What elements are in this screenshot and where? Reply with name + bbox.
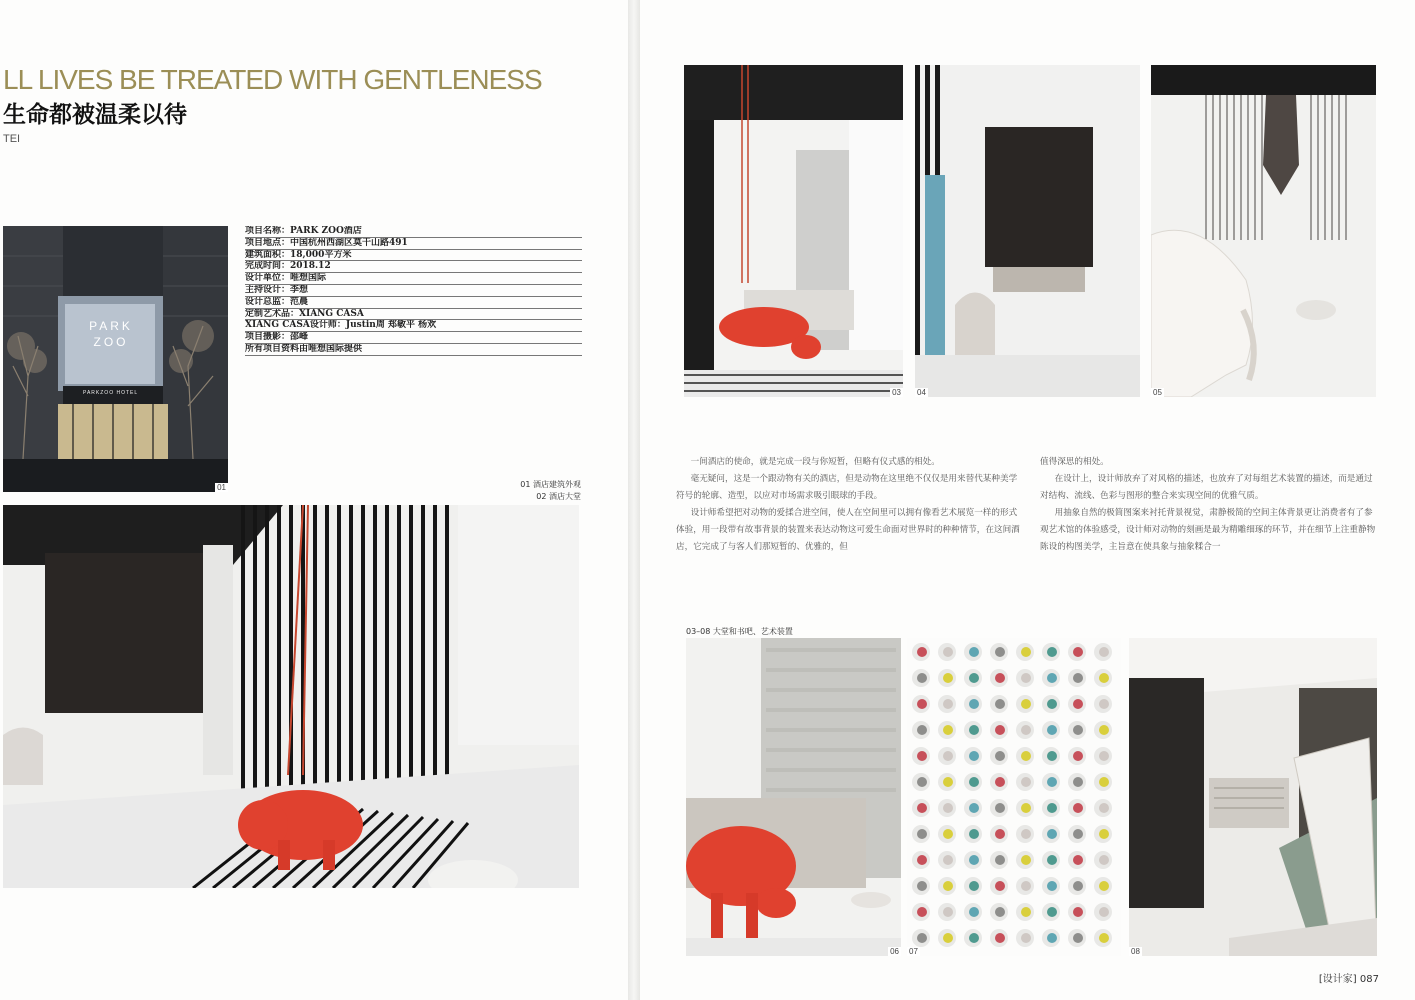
info-line: 项目名称：PARK ZOO酒店 bbox=[245, 226, 582, 238]
title-chinese: 生命都被温柔以待 bbox=[3, 102, 187, 128]
dot-center bbox=[1073, 907, 1083, 917]
dot-center bbox=[1021, 933, 1031, 943]
dot-center bbox=[917, 647, 927, 657]
page-number: 087 bbox=[1359, 974, 1379, 985]
page-footer bbox=[1319, 970, 1379, 985]
dot-center bbox=[995, 803, 1005, 813]
lobby-illustration bbox=[3, 505, 579, 888]
dot-center bbox=[969, 777, 979, 787]
hotel-signage: PARKZOO HOTEL bbox=[83, 390, 139, 396]
dot-center bbox=[943, 855, 953, 865]
paragraph: 设计师希望把对动物的爱揉合进空间，使人在空间里可以拥有像看艺术展览一样的形式体验，用一段带有故事背景的装置来表达动物这可爱生命面对世界时的种种情节，在这间酒店，它完成了与客人们那短暂的、优雅的，但 bbox=[676, 508, 1020, 552]
dot-center bbox=[1073, 751, 1083, 761]
dot-center bbox=[995, 751, 1005, 761]
dot-center bbox=[1099, 777, 1109, 787]
dot-center bbox=[995, 725, 1005, 735]
dot-center bbox=[943, 699, 953, 709]
dot-center bbox=[1073, 647, 1083, 657]
dot-center bbox=[1021, 907, 1031, 917]
dot-center bbox=[1099, 933, 1109, 943]
dot-center bbox=[1021, 881, 1031, 891]
photo-number-08: 08 bbox=[1131, 947, 1140, 956]
paragraph: 用抽象自然的极简图案来衬托背景视觉，肃静极简的空间主体背景更让消费者有了参观艺术馆的体验感受，设计师对动物的刻画是最为精雕细琢的环节，并在细节上注重静物陈设的构图美学，主旨意在使具象与抽象糅合一 bbox=[1040, 508, 1376, 552]
dot-center bbox=[1099, 699, 1109, 709]
dot-center bbox=[917, 777, 927, 787]
dot-center bbox=[1047, 829, 1057, 839]
magazine-name: [设计家] bbox=[1318, 974, 1357, 985]
dot-center bbox=[943, 933, 953, 943]
dot-center bbox=[969, 829, 979, 839]
dot-wall-illustration bbox=[907, 638, 1121, 956]
info-line: 定制艺术品：XIANG CASA bbox=[245, 309, 582, 321]
dot-center bbox=[1099, 855, 1109, 865]
dot-center bbox=[995, 647, 1005, 657]
dot-center bbox=[1021, 699, 1031, 709]
info-line: 设计总监：范晨 bbox=[245, 297, 582, 309]
info-line: 主持设计：李想 bbox=[245, 285, 582, 297]
body-text-col-1 bbox=[676, 454, 1022, 556]
photo-07-dot-wall-installation bbox=[907, 638, 1121, 956]
dot-center bbox=[1021, 777, 1031, 787]
body-text-col-2 bbox=[1040, 454, 1380, 556]
dot-center bbox=[1021, 829, 1031, 839]
dot-center bbox=[1073, 803, 1083, 813]
left-page bbox=[0, 0, 628, 1000]
hotel-exterior-illustration bbox=[3, 226, 228, 492]
paragraph: 毫无疑问，这是一个跟动物有关的酒店，但是动物在这里绝不仅仅是用来替代某种美学符号的轮廓、造型，以应对市场需求吸引眼球的手段。 bbox=[676, 474, 1018, 501]
photo-06-illustration bbox=[686, 638, 901, 956]
dot-center bbox=[917, 855, 927, 865]
title-english: LL LIVES BE TREATED WITH GENTLENESS bbox=[3, 64, 542, 95]
dot-center bbox=[943, 777, 953, 787]
dot-center bbox=[917, 699, 927, 709]
dot-center bbox=[1099, 673, 1109, 683]
dot-center bbox=[1099, 907, 1109, 917]
dot-center bbox=[943, 725, 953, 735]
author-label: TEI bbox=[3, 133, 21, 145]
dot-center bbox=[1047, 725, 1057, 735]
dot-center bbox=[995, 855, 1005, 865]
photo-03-illustration bbox=[684, 65, 903, 397]
dot-center bbox=[1021, 803, 1031, 813]
photo-04-lobby-void bbox=[915, 65, 1140, 397]
photo-05-illustration bbox=[1151, 65, 1376, 397]
dot-center bbox=[1021, 855, 1031, 865]
paragraph: 一间酒店的使命，就是完成一段与你短暂，但略有仪式感的相处。 bbox=[690, 457, 940, 467]
photo-04-illustration bbox=[915, 65, 1140, 397]
info-line: 设计单位：唯想国际 bbox=[245, 273, 582, 285]
photo-number-03: 03 bbox=[892, 388, 901, 397]
dot-center bbox=[943, 881, 953, 891]
dot-center bbox=[969, 699, 979, 709]
dot-center bbox=[969, 803, 979, 813]
paragraph-continued: 值得深思的相处。 bbox=[1040, 457, 1109, 467]
page-gutter bbox=[628, 0, 640, 1000]
info-line: 所有项目资料由唯想国际提供 bbox=[245, 344, 582, 356]
dot-center bbox=[917, 673, 927, 683]
photo-number-07: 07 bbox=[909, 947, 918, 956]
info-line: 建筑面积：18,000平方米 bbox=[245, 250, 582, 262]
dot-center bbox=[1047, 933, 1057, 943]
caption-03-08: 03–08 大堂和书吧、艺术装置 bbox=[686, 627, 793, 636]
dot-center bbox=[917, 829, 927, 839]
dot-center bbox=[1047, 673, 1057, 683]
dot-center bbox=[1047, 647, 1057, 657]
photo-number-04: 04 bbox=[917, 388, 926, 397]
dot-center bbox=[917, 907, 927, 917]
dot-center bbox=[1073, 933, 1083, 943]
dot-center bbox=[943, 907, 953, 917]
dot-center bbox=[943, 673, 953, 683]
dot-center bbox=[969, 725, 979, 735]
dot-center bbox=[969, 907, 979, 917]
dot-center bbox=[1099, 829, 1109, 839]
dot-center bbox=[917, 725, 927, 735]
dot-center bbox=[1047, 777, 1057, 787]
dot-center bbox=[969, 933, 979, 943]
dot-center bbox=[1073, 829, 1083, 839]
dot-center bbox=[1073, 881, 1083, 891]
dot-center bbox=[995, 881, 1005, 891]
dot-center bbox=[1047, 881, 1057, 891]
dot-center bbox=[1099, 725, 1109, 735]
dot-center bbox=[969, 751, 979, 761]
dot-center bbox=[1021, 647, 1031, 657]
dot-center bbox=[995, 777, 1005, 787]
dot-center bbox=[943, 647, 953, 657]
caption-02: 02 酒店大堂 bbox=[536, 492, 581, 501]
dot-center bbox=[943, 803, 953, 813]
dot-center bbox=[1073, 725, 1083, 735]
dot-center bbox=[1099, 803, 1109, 813]
photo-number-01: 01 bbox=[217, 483, 226, 492]
dot-center bbox=[1073, 777, 1083, 787]
hotel-logo: PARK ZOO bbox=[89, 319, 133, 349]
dot-center bbox=[1099, 751, 1109, 761]
paragraph: 在设计上，设计师放弃了对风格的描述，也放弃了对每组艺术装置的描述，而是通过对结构、流线、色彩与图形的整合来实现空间的优雅气质。 bbox=[1040, 474, 1373, 501]
photo-08-illustration bbox=[1129, 638, 1377, 956]
dot-center bbox=[1047, 803, 1057, 813]
photo-03-lobby-hippo bbox=[684, 65, 903, 397]
dot-center bbox=[1021, 751, 1031, 761]
dot-center bbox=[969, 647, 979, 657]
dot-center bbox=[917, 751, 927, 761]
project-info-list bbox=[245, 226, 582, 356]
info-line: 完成时间：2018.12 bbox=[245, 261, 582, 273]
dot-center bbox=[995, 673, 1005, 683]
dot-center bbox=[1021, 725, 1031, 735]
dot-center bbox=[1099, 647, 1109, 657]
dot-center bbox=[1047, 751, 1057, 761]
caption-01: 01 酒店建筑外观 bbox=[520, 480, 581, 489]
dot-center bbox=[969, 855, 979, 865]
dot-center bbox=[995, 699, 1005, 709]
photo-number-06: 06 bbox=[890, 947, 899, 956]
photo-02-hotel-lobby bbox=[3, 505, 579, 888]
photo-number-05: 05 bbox=[1153, 388, 1162, 397]
info-line: 项目摄影：邵峰 bbox=[245, 332, 582, 344]
photo-01-hotel-exterior bbox=[3, 226, 228, 492]
right-page bbox=[640, 0, 1415, 1000]
dot-center bbox=[969, 881, 979, 891]
dot-center bbox=[917, 881, 927, 891]
dot-center bbox=[943, 829, 953, 839]
info-line: XIANG CASA设计师：Justin周 郑敏平 杨欢 bbox=[245, 320, 582, 332]
dot-center bbox=[1073, 699, 1083, 709]
photo-06-hippo-reception bbox=[686, 638, 901, 956]
photo-08-rhino-book-installation bbox=[1129, 638, 1377, 956]
dot-center bbox=[1021, 673, 1031, 683]
dot-center bbox=[1047, 855, 1057, 865]
photo-05-elephant-installation bbox=[1151, 65, 1376, 397]
dot-center bbox=[969, 673, 979, 683]
dot-center bbox=[1073, 673, 1083, 683]
dot-center bbox=[917, 803, 927, 813]
dot-center bbox=[1047, 907, 1057, 917]
info-line: 项目地点：中国杭州西湖区莫干山路491 bbox=[245, 238, 582, 250]
dot-center bbox=[995, 829, 1005, 839]
dot-center bbox=[1073, 855, 1083, 865]
dot-center bbox=[995, 933, 1005, 943]
dot-center bbox=[1047, 699, 1057, 709]
dot-center bbox=[1099, 881, 1109, 891]
dot-center bbox=[917, 933, 927, 943]
dot-center bbox=[943, 751, 953, 761]
dot-center bbox=[995, 907, 1005, 917]
